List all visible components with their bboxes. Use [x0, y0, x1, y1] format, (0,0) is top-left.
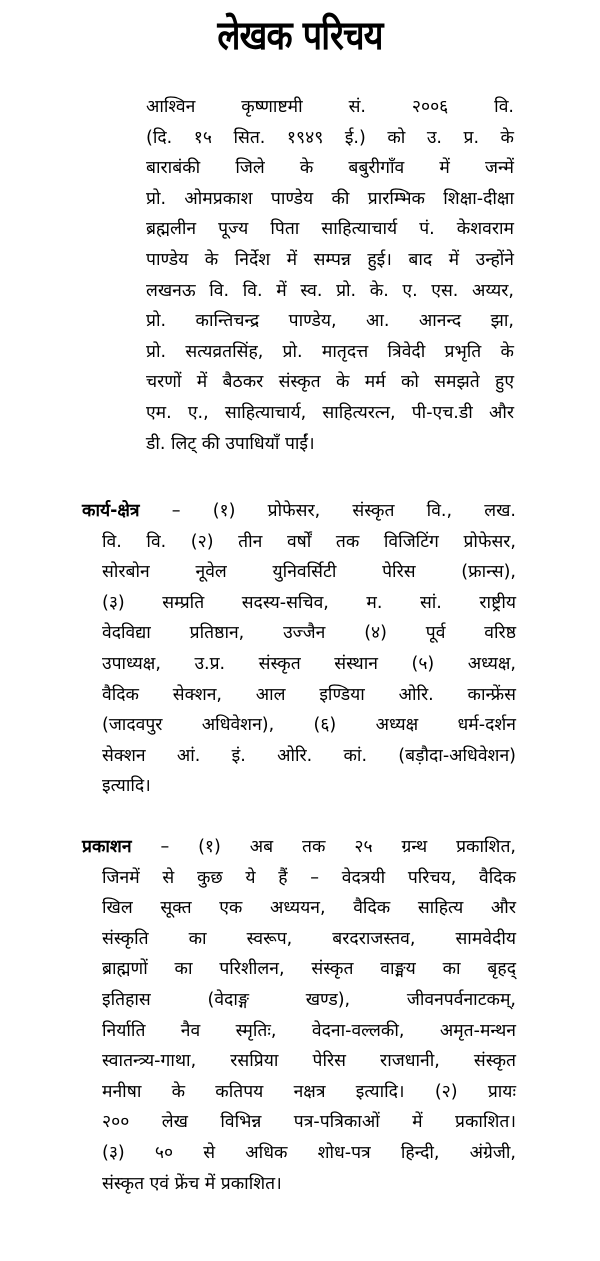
karya-label: कार्य-क्षेत्र — [82, 501, 140, 521]
intro-paragraph — [82, 92, 514, 459]
karya-kshetra-section — [82, 496, 516, 802]
prakashan-line: इतिहास (वेदाङ्ग खण्ड), जीवनपर्वनाटकम्, — [102, 989, 516, 1010]
karya-line: सेक्शन आं. इं. ओरि. कां. (बड़ौदा-अधिवेशन) — [102, 745, 516, 766]
prakashan-line: संस्कृत एवं फ्रेंच में प्रकाशित। — [102, 1173, 282, 1194]
prakashan-line: संस्कृति का स्वरूप, बरदराजस्तव, सामवेदीय — [102, 928, 516, 949]
karya-first-text: – (१) प्रोफेसर, संस्कृत वि., लख. — [139, 501, 516, 521]
prakashan-line: निर्याति नैव स्मृतिः, वेदना-वल्लकी, अमृत-मन्थन — [102, 1020, 516, 1041]
karya-line: इत्यादि। — [102, 776, 151, 797]
intro-line: प्रो. कान्तिचन्द्र पाण्डेय, आ. आनन्द झा, — [146, 311, 514, 332]
prakashan-line: २०० लेख विभिन्न पत्र-पत्रिकाओं में प्रकाशित। — [102, 1112, 516, 1133]
karya-line: (३) सम्प्रति सदस्य-सचिव, म. सां. राष्ट्रीय — [102, 592, 516, 613]
prakashan-section — [82, 832, 516, 1199]
prakashan-line: स्वातन्त्र्य-गाथा, रसप्रिया पेरिस राजधानी, संस्कृत — [102, 1051, 516, 1072]
prakashan-label: प्रकाशन — [82, 837, 132, 857]
prakashan-line: जिनमें से कुछ ये हैं – वेदत्रयी परिचय, वैदिक — [102, 867, 516, 888]
karya-first-line — [82, 496, 516, 527]
intro-line: बाराबंकी जिले के बबुरीगाँव में जन्में — [146, 158, 514, 179]
karya-line: (जादवपुर अधिवेशन), (६) अध्यक्ष धर्म-दर्शन — [102, 715, 516, 736]
prakashan-line: खिल सूक्त एक अध्ययन, वैदिक साहित्य और — [102, 898, 516, 919]
intro-line: एम. ए., साहित्याचार्य, साहित्यरत्न, पी-एच.डी और — [146, 402, 514, 423]
intro-line: प्रो. सत्यव्रतसिंह, प्रो. मातृदत्त त्रिवेदी प्रभृति के — [146, 341, 514, 362]
karya-line: वि. वि. (२) तीन वर्षों तक विजिटिंग प्रोफेसर, — [102, 531, 516, 552]
karya-line: उपाध्यक्ष, उ.प्र. संस्कृत संस्थान (५) अध्यक्ष, — [102, 653, 516, 674]
prakashan-first-text: – (१) अब तक २५ ग्रन्थ प्रकाशित, — [131, 837, 516, 857]
prakashan-line: (३) ५० से अधिक शोध-पत्र हिन्दी, अंग्रेजी, — [102, 1142, 516, 1163]
intro-line: पाण्डेय के निर्देश में सम्पन्न हुई। बाद में उन्होंने — [146, 249, 514, 270]
intro-line: आश्विन कृष्णाष्टमी सं. २००६ वि. — [146, 97, 514, 117]
intro-line: चरणों में बैठकर संस्कृत के मर्म को समझते हुए — [146, 372, 514, 393]
intro-line: डी. लिट् की उपाधियाँ पाईं। — [146, 433, 315, 454]
page-title: लेखक परिचय — [217, 13, 383, 59]
intro-line: (दि. १५ सित. १९४९ ई.) को उ. प्र. के — [146, 127, 514, 148]
prakashan-line: मनीषा के कतिपय नक्षत्र इत्यादि। (२) प्रायः — [102, 1081, 516, 1102]
karya-line: वेदविद्या प्रतिष्ठान, उज्जैन (४) पूर्व वरिष्ठ — [102, 623, 516, 644]
prakashan-line: ब्राह्मणों का परिशीलन, संस्कृत वाङ्मय का बृहद् — [102, 959, 516, 980]
karya-line: वैदिक सेक्शन, आल इण्डिया ओरि. कान्फ्रेंस — [102, 684, 516, 705]
intro-line: प्रो. ओमप्रकाश पाण्डेय की प्रारम्भिक शिक्षा-दीक्षा — [146, 188, 514, 209]
prakashan-body — [82, 863, 516, 1200]
intro-line: लखनऊ वि. वि. में स्व. प्रो. के. ए. एस. अय्यर, — [146, 280, 514, 301]
karya-line: सोरबोन नूवेल युनिवर्सिटी पेरिस (फ्रान्स), — [102, 562, 516, 583]
karya-body — [82, 527, 516, 802]
intro-line: ब्रह्मलीन पूज्य पिता साहित्याचार्य पं. केशवराम — [146, 219, 514, 240]
prakashan-first-line — [82, 832, 516, 863]
